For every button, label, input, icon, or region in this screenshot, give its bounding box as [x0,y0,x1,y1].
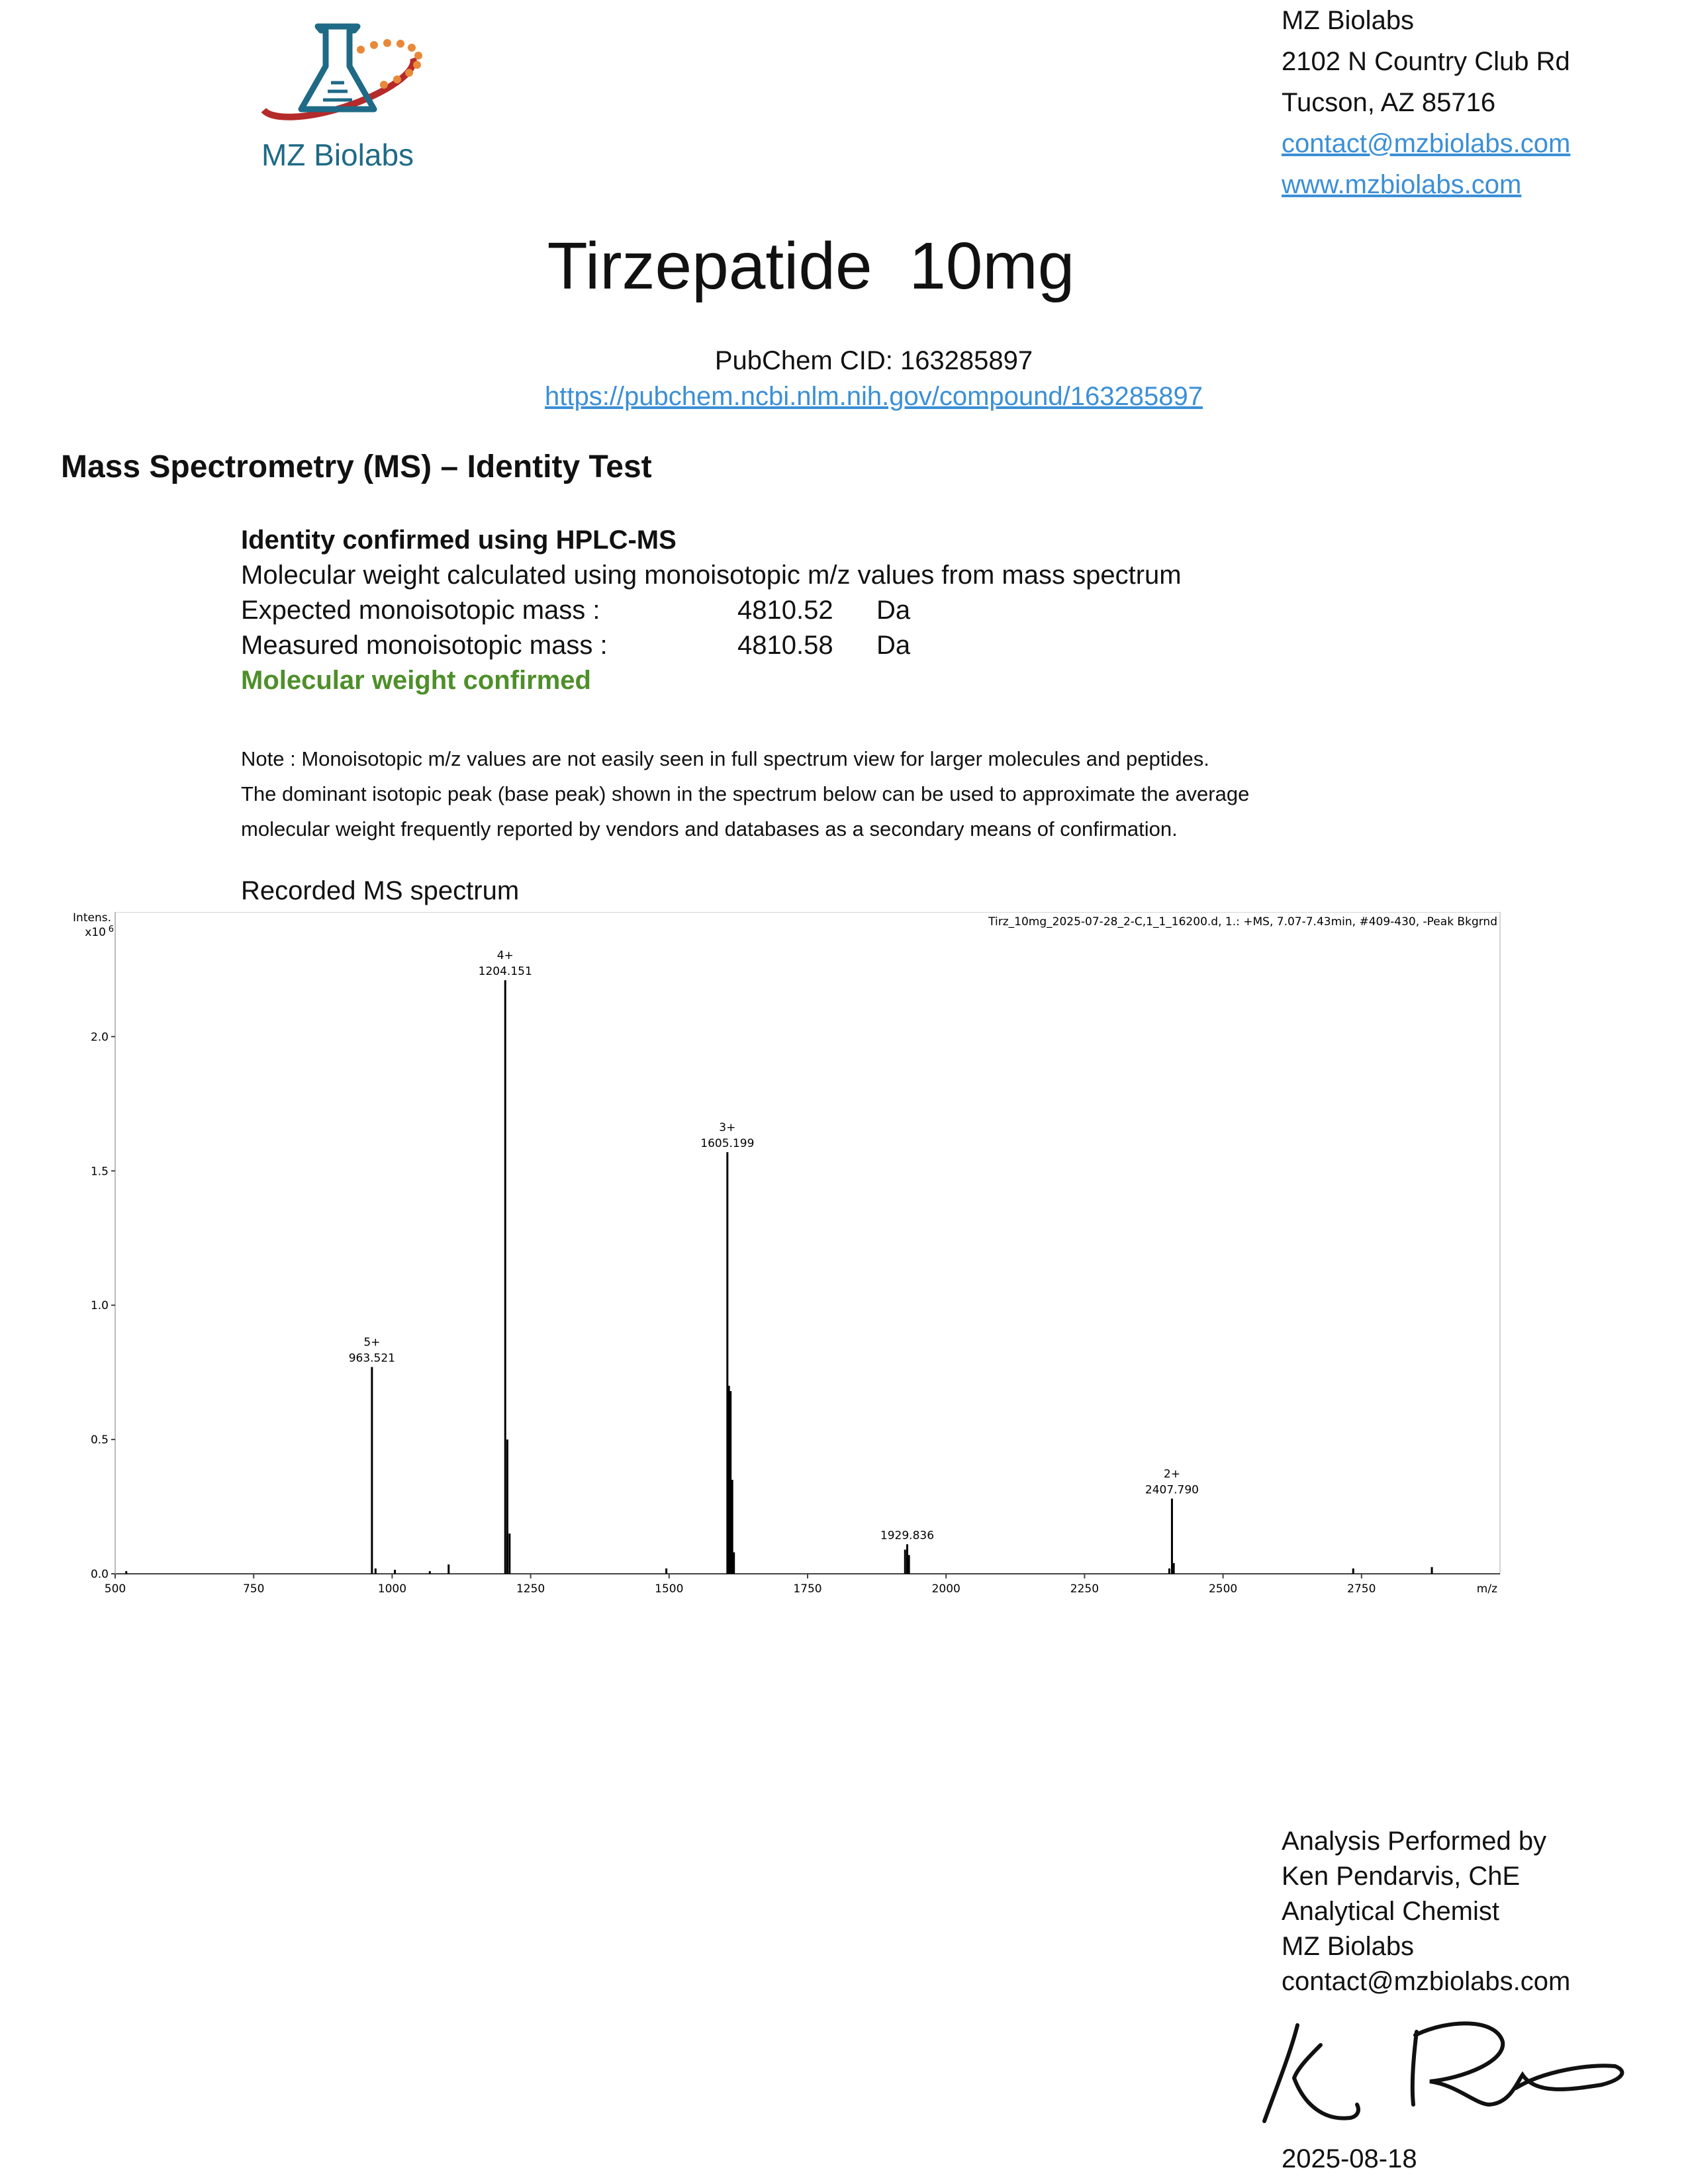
signature-date: 2025-08-18 [1282,2144,1417,2173]
spectrum-label: Recorded MS spectrum [241,876,520,905]
ms-spectrum-svg [46,912,1582,1673]
x-axis-label: m/z [1476,1582,1497,1596]
company-website-link[interactable]: www.mzbiolabs.com [1282,170,1522,199]
pubchem-link[interactable]: https://pubchem.ncbi.nlm.nih.gov/compound/163285897 [544,382,1203,411]
analyst-role: Analytical Chemist [1282,1897,1500,1926]
y-axis-scale: x10 [85,926,106,939]
peak-mz-label: 963.521 [348,1351,396,1365]
identity-results [241,523,1182,698]
company-city: Tucson, AZ 85716 [1282,88,1496,117]
x-tick-label: 2750 [1347,1582,1376,1596]
expected-mass-unit: Da [876,596,911,625]
note-line-1: Note : Monoisotopic m/z values are not easily seen in full spectrum view for larger molecules and peptides. [241,747,1209,770]
measured-mass-label: Measured monoisotopic mass : [241,631,608,660]
identity-result: Molecular weight confirmed [241,666,591,695]
x-tick-label: 750 [242,1582,265,1596]
peak-charge-label: 4+ [496,949,514,963]
peak-mz-label: 1204.151 [478,965,532,979]
flask-logo-icon [238,20,437,136]
company-street: 2102 N Country Club Rd [1282,47,1570,76]
y-axis-label: Intens. [73,912,111,925]
section-title: Mass Spectrometry (MS) – Identity Test [61,449,652,484]
x-tick-label: 1500 [655,1582,684,1596]
expected-mass-label: Expected monoisotopic mass : [241,596,600,625]
y-axis-scale-exponent: 6 [108,925,114,934]
peak-charge-label: 2+ [1163,1467,1180,1481]
analyst-email: contact@mzbiolabs.com [1282,1967,1571,1996]
note-text [241,741,1499,846]
expected-mass-value: 4810.52 [737,596,833,625]
x-tick-label: 2250 [1070,1582,1100,1596]
y-tick-label: 0.0 [90,1568,109,1581]
chart-title: Tirz_10mg_2025-07-28_2-C,1_1_16200.d, 1.: +MS, 7.07-7.43min, #409-430, -Peak Bkgrnd [988,915,1497,929]
page-title: Tirzepatide 10mg [547,229,1075,303]
measured-mass-row [241,628,1182,663]
logo-text: MZ Biolabs [261,138,414,172]
measured-mass-value: 4810.58 [737,631,833,660]
company-logo [238,20,437,179]
y-tick-label: 0.5 [90,1433,109,1447]
analyst-block [1282,1824,1570,1999]
note-line-2: The dominant isotopic peak (base peak) shown in the spectrum below can be used to approximate the average [241,782,1250,805]
company-name: MZ Biolabs [1282,6,1415,35]
x-tick-label: 1750 [793,1582,822,1596]
analyst-org: MZ Biolabs [1282,1932,1415,1961]
y-tick-label: 1.5 [90,1165,109,1179]
measured-mass-unit: Da [876,631,911,660]
analyst-line-1: Analysis Performed by [1282,1827,1547,1856]
peak-charge-label: 3+ [719,1120,736,1134]
x-tick-label: 500 [104,1582,126,1596]
ms-spectrum-chart [46,912,1582,1673]
handwritten-signature [1258,2005,1635,2138]
peak-mz-label: 1605.199 [700,1136,755,1150]
peak-charge-label: 5+ [363,1336,381,1349]
company-email-link[interactable]: contact@mzbiolabs.com [1282,129,1571,158]
analyst-name: Ken Pendarvis, ChE [1282,1862,1521,1891]
x-tick-label: 2500 [1208,1582,1238,1596]
note-line-3: molecular weight frequently reported by vendors and databases as a secondary means of confirmation. [241,817,1178,841]
y-tick-label: 1.0 [90,1299,109,1313]
company-address [1282,0,1570,205]
x-tick-label: 1250 [516,1582,545,1596]
pubchem-info [0,343,1688,414]
plot-frame [115,912,1500,1574]
x-tick-label: 2000 [931,1582,961,1596]
x-tick-label: 1000 [377,1582,407,1596]
peak-mz-label: 2407.790 [1145,1483,1199,1497]
identity-heading: Identity confirmed using HPLC-MS [241,525,677,555]
pubchem-cid: PubChem CID: 163285897 [714,346,1033,375]
y-tick-label: 2.0 [90,1030,109,1044]
peak-mz-label: 1929.836 [880,1529,935,1543]
identity-description: Molecular weight calculated using monoisotopic m/z values from mass spectrum [241,561,1182,590]
expected-mass-row [241,593,1182,628]
